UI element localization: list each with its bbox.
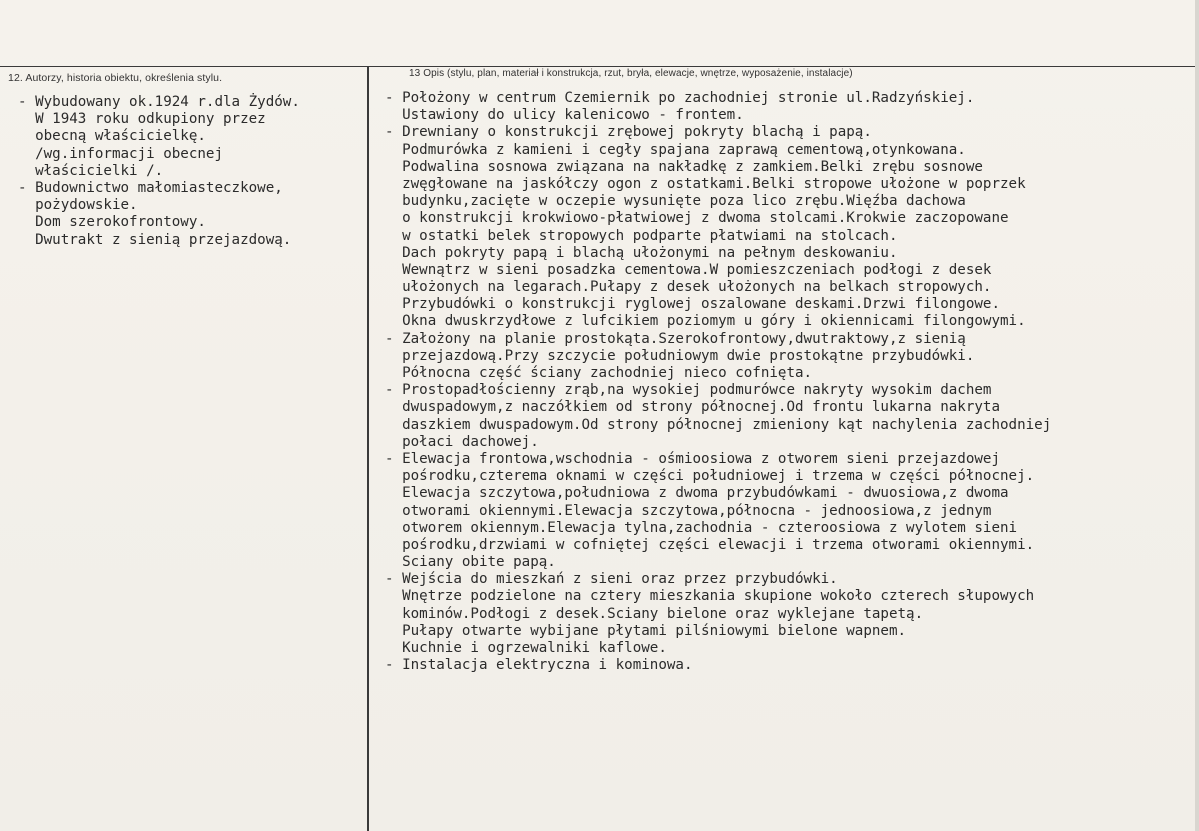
column-divider — [367, 67, 369, 831]
text-line: ułożonych na legarach.Pułapy z desek ułożonych na belkach stropowych. — [385, 279, 992, 296]
text-line: pośrodku,drzwiami w cofniętej części elewacji i trzema otworami okiennymi. — [385, 536, 1035, 553]
text-line: Wewnątrz w sieni posadzka cementowa.W pomieszczeniach podłogi z desek — [385, 261, 992, 278]
text-line: Okna dwuskrzydłowe z lufcikiem poziomym u góry i okiennicami filongowymi. — [385, 313, 1026, 330]
text-line: Dom szerokofrontowy. — [18, 214, 206, 231]
top-rule — [0, 66, 1199, 67]
text-line: w ostatki belek stropowych podparte płatwiami na stolcach. — [385, 227, 898, 244]
text-line: obecną właścicielkę. — [18, 128, 206, 145]
left-column-header: 12. Autorzy, historia obiektu, określenia stylu. — [8, 72, 223, 84]
text-line: Przybudówki o konstrukcji ryglowej oszalowane deskami.Drzwi filongowe. — [385, 296, 1000, 313]
text-line: W 1943 roku odkupiony przez — [18, 111, 266, 128]
text-line: Pułapy otwarte wybijane płytami pilśniowymi bielone wapnem. — [385, 622, 907, 639]
text-line: pośrodku,czterema oknami w części południowej i trzema w części północnej. — [385, 468, 1035, 485]
text-line: - Wejścia do mieszkań z sieni oraz przez przybudówki. — [385, 571, 838, 588]
text-line: - Położony w centrum Czemiernik po zachodniej stronie ul.Radzyńskiej. — [385, 90, 975, 106]
text-line: Wnętrze podzielone na cztery mieszkania skupione wokoło czterech słupowych — [385, 588, 1035, 605]
text-line: o konstrukcji krokwiowo-płatwiowej z dwoma stolcami.Krokwie zaczopowane — [385, 210, 1009, 227]
text-line: Elewacja szczytowa,południowa z dwoma przybudówkami - dwuosiowa,z dwoma — [385, 485, 1009, 502]
right-column-header: 13 Opis (stylu, plan, materiał i konstrukcja, rzut, bryła, elewacje, wnętrze, wyposażenie, instalacje) — [409, 68, 853, 79]
text-line: otworem okiennym.Elewacja tylna,zachodnia - czteroosiowa z wylotem sieni — [385, 519, 1018, 536]
text-line: /wg.informacji obecnej — [18, 145, 223, 162]
left-column-text — [18, 94, 300, 249]
text-line: Sciany obite papą. — [385, 554, 556, 571]
text-line: Kuchnie i ogrzewalniki kaflowe. — [385, 640, 667, 656]
text-line: przejazdową.Przy szczycie południowym dwie prostokątne przybudówki. — [385, 347, 975, 364]
text-line: - Drewniany o konstrukcji zrębowej pokryty blachą i papą. — [385, 124, 872, 141]
text-line: dwuspadowym,z naczółkiem od strony północnej.Od frontu lukarna nakryta — [385, 399, 1000, 416]
text-line: - Budownictwo małomiasteczkowe, — [18, 179, 283, 196]
text-line: otworami okiennymi.Elewacja szczytowa,północna - jednoosiowa,z jednym — [385, 502, 992, 519]
text-line: - Założony na planie prostokąta.Szerokofrontowy,dwutraktowy,z sienią — [385, 330, 966, 347]
text-line: - Instalacja elektryczna i kominowa. — [385, 657, 693, 674]
right-column-text — [385, 90, 1051, 674]
text-line: Ustawiony do ulicy kalenicowo - frontem. — [385, 107, 744, 124]
text-line: - Wybudowany ok.1924 r.dla Żydów. — [18, 94, 300, 110]
sheet-edge — [1195, 0, 1199, 831]
text-line: daszkiem dwuspadowym.Od strony północnej zmieniony kąt nachylenia zachodniej — [385, 416, 1052, 433]
text-line: właścicielki /. — [18, 162, 164, 179]
text-line: Północna część ściany zachodniej nieco cofnięta. — [385, 365, 813, 381]
text-line: - Elewacja frontowa,wschodnia - ośmioosiowa z otworem sieni przejazdowej — [385, 450, 1000, 467]
text-line: - Prostopadłościenny zrąb,na wysokiej podmurówce nakryty wysokim dachem — [385, 382, 992, 399]
text-line: pożydowskie. — [18, 197, 138, 214]
text-line: Dwutrakt z sienią przejazdową. — [18, 231, 292, 248]
text-line: połaci dachowej. — [385, 433, 539, 450]
text-line: Dach pokryty papą i blachą ułożonymi na pełnym deskowaniu. — [385, 244, 898, 261]
text-line: Podwalina sosnowa związana na nakładkę z zamkiem.Belki zrębu sosnowe — [385, 158, 983, 175]
text-line: kominów.Podłogi z desek.Sciany bielone oraz wyklejane tapetą. — [385, 605, 924, 622]
text-line: budynku,zacięte w oczepie wysunięte poza lico zrębu.Więźba dachowa — [385, 193, 966, 210]
text-line: Podmurówka z kamieni i cegły spajana zaprawą cementową,otynkowana. — [385, 141, 966, 158]
text-line: zwęgłowane na jaskółczy ogon z ostatkami.Belki stropowe ułożone w poprzek — [385, 175, 1026, 192]
